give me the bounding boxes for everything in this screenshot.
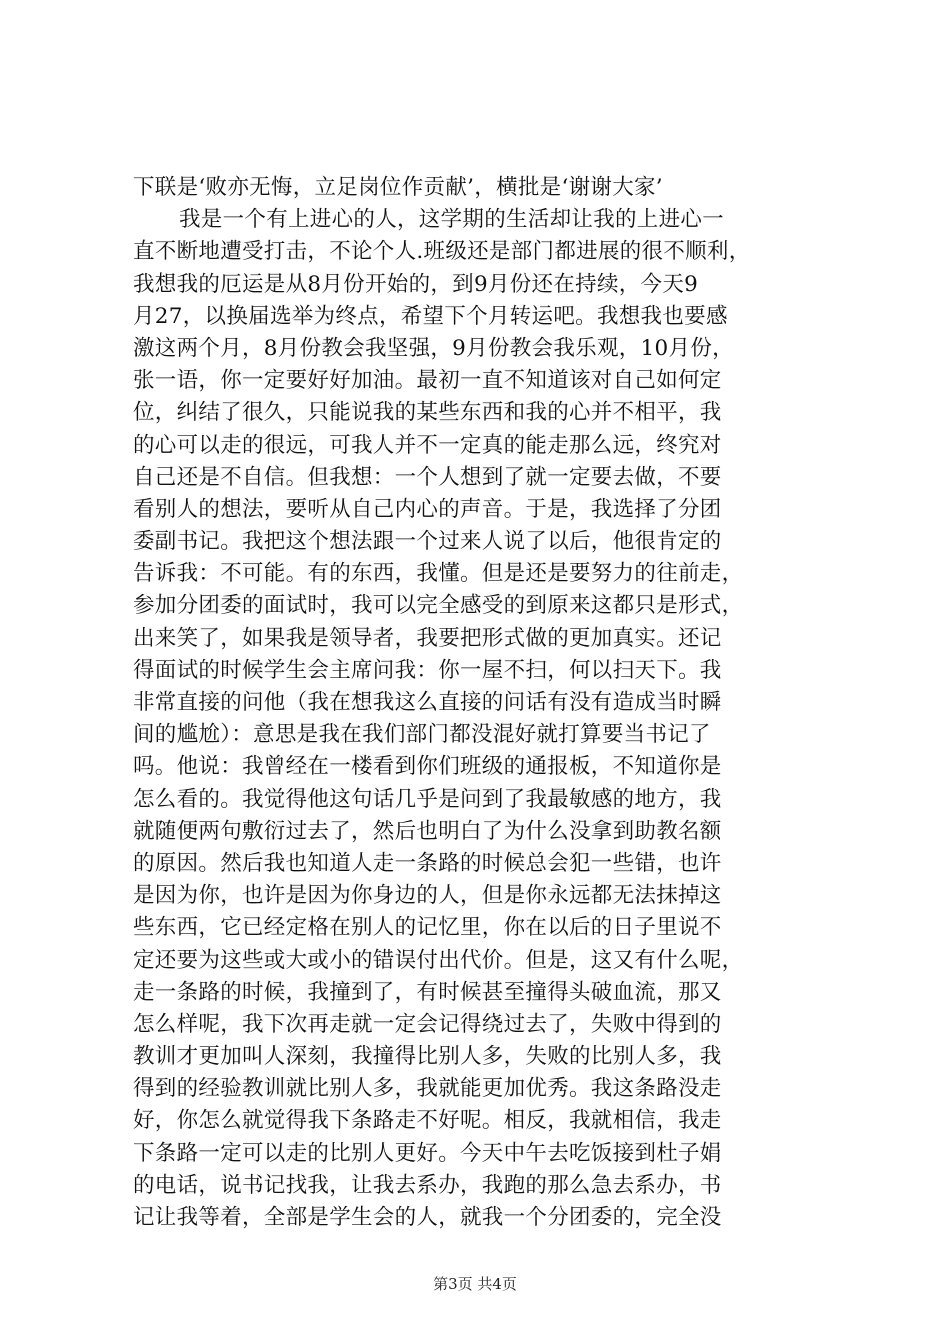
text-line: 出来笑了，如果我是领导者，我要把形式做的更加真实。还记	[133, 625, 722, 651]
page-footer: 第3页 共4页	[433, 1275, 517, 1293]
text-line: 看别人的想法，要听从自己内心的声音。于是，我选择了分团	[133, 496, 722, 522]
text-line: 得到的经验教训就比别人多，我就能更加优秀。我这条路没走	[133, 1076, 722, 1102]
body-text	[133, 172, 823, 1234]
text-line: 自己还是不自信。但我想：一个人想到了就一定要去做，不要	[133, 464, 722, 490]
text-line: 下条路一定可以走的比别人更好。今天中午去吃饭接到杜子娟	[133, 1140, 722, 1166]
text-line: 怎么看的。我觉得他这句话几乎是问到了我最敏感的地方，我	[133, 786, 722, 812]
text-line: 的心可以走的很远，可我人并不一定真的能走那么远，终究对	[133, 432, 722, 458]
text-line: 月27，以换届选举为终点，希望下个月转运吧。我想我也要感	[133, 303, 728, 329]
text-line: 些东西，它已经定格在别人的记忆里，你在以后的日子里说不	[133, 915, 722, 941]
text-line: 就随便两句敷衍过去了，然后也明白了为什么没拿到助教名额	[133, 818, 722, 844]
text-line: 定还要为这些或大或小的错误付出代价。但是，这又有什么呢，	[133, 947, 744, 973]
text-line: 下联是‘败亦无悔，立足岗位作贡献’，横批是‘谢谢大家’	[133, 175, 663, 200]
text-line: 激这两个月，8月份教会我坚强，9月份教会我乐观，10月份，	[133, 335, 734, 361]
text-line: 走一条路的时候，我撞到了，有时候甚至撞得头破血流，那又	[133, 979, 722, 1005]
text-line: 参加分团委的面试时，我可以完全感受的到原来这都只是形式，	[133, 593, 744, 619]
text-line: 我是一个有上进心的人，这学期的生活却让我的上进心一	[179, 207, 725, 233]
text-line: 直不断地遭受打击，不论个人.班级还是部门都进展的很不顺利，	[133, 239, 751, 265]
text-line: 吗。他说：我曾经在一楼看到你们班级的通报板，不知道你是	[133, 754, 722, 780]
text-line: 记让我等着，全部是学生会的人，就我一个分团委的，完全没	[133, 1205, 722, 1230]
text-line: 怎么样呢，我下次再走就一定会记得绕过去了，失败中得到的	[133, 1011, 722, 1037]
text-line: 张一语，你一定要好好加油。最初一直不知道该对自己如何定	[133, 368, 722, 394]
text-line: 是因为你，也许是因为你身边的人，但是你永远都无法抹掉这	[133, 883, 722, 909]
text-line: 告诉我：不可能。有的东西，我懂。但是还是要努力的往前走，	[133, 561, 744, 587]
text-line: 的原因。然后我也知道人走一条路的时候总会犯一些错，也许	[133, 850, 722, 876]
text-line: 委副书记。我把这个想法跟一个过来人说了以后，他很肯定的	[133, 529, 722, 555]
text-line: 好，你怎么就觉得我下条路走不好呢。相反，我就相信，我走	[133, 1108, 722, 1134]
text-line: 教训才更加叫人深刻，我撞得比别人多，失败的比别人多，我	[133, 1044, 722, 1070]
text-line: 位，纠结了很久，只能说我的某些东西和我的心并不相平，我	[133, 400, 722, 426]
text-line: 间的尴尬）：意思是我在我们部门都没混好就打算要当书记了	[133, 722, 711, 748]
text-line: 我想我的厄运是从8月份开始的，到9月份还在持续，今天9	[133, 271, 699, 297]
text-line: 的电话，说书记找我，让我去系办，我跑的那么急去系办，书	[133, 1172, 722, 1198]
text-line: 非常直接的问他（我在想我这么直接的问话有没有造成当时瞬	[133, 690, 722, 715]
text-line: 得面试的时候学生会主席问我：你一屋不扫，何以扫天下。我	[133, 657, 722, 683]
